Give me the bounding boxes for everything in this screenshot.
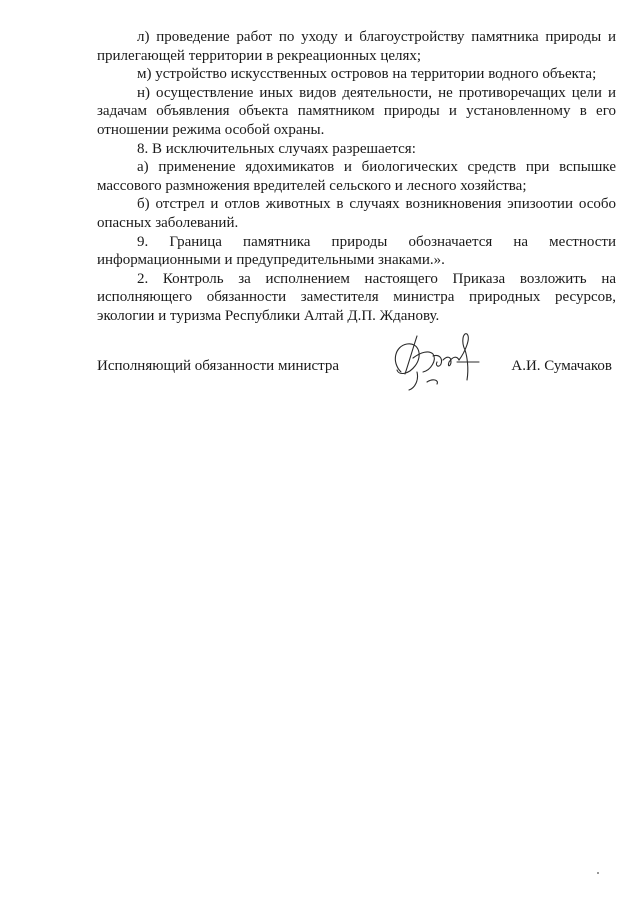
paragraph-item-a: а) применение ядохимикатов и биологических средств при вспышке массового размножения вредителей сельского и лесного хозяйства;	[97, 159, 616, 194]
paragraph-item-m: м) устройство искусственных островов на территории водного объекта;	[137, 66, 597, 83]
handwritten-signature	[387, 332, 491, 396]
paragraph-clause-2: 2. Контроль за исполнением настоящего Приказа возложить на исполняющего обязанности заместителя министра природных ресурсов, экологии и туризма Республики Алтай Д.П. Жданову.	[97, 270, 616, 324]
signatory-name: А.И. Сумачаков	[511, 358, 612, 374]
paragraph-clause-8: 8. В исключительных случаях разрешается:	[137, 140, 416, 157]
signatory-title: Исполняющий обязанности министра	[97, 358, 340, 374]
paragraph-item-n: н) осуществление иных видов деятельности, не противоречащих цели и задачам объявления объекта памятником природы и установленному в его отношении режима особой охраны.	[97, 84, 616, 138]
paragraph-item-b: б) отстрел и отлов животных в случаях возникновения эпизоотии особо опасных заболеваний.	[97, 196, 616, 231]
paragraph-clause-9: 9. Граница памятника природы обозначается на местности информационными и предупредительными знаками.».	[97, 233, 616, 269]
signature-block	[97, 352, 616, 398]
scan-speck	[597, 872, 599, 874]
document-body	[97, 28, 616, 326]
paragraph-item-l: л) проведение работ по уходу и благоустройству памятника природы и прилегающей территории в рекреационных целях;	[97, 29, 616, 64]
